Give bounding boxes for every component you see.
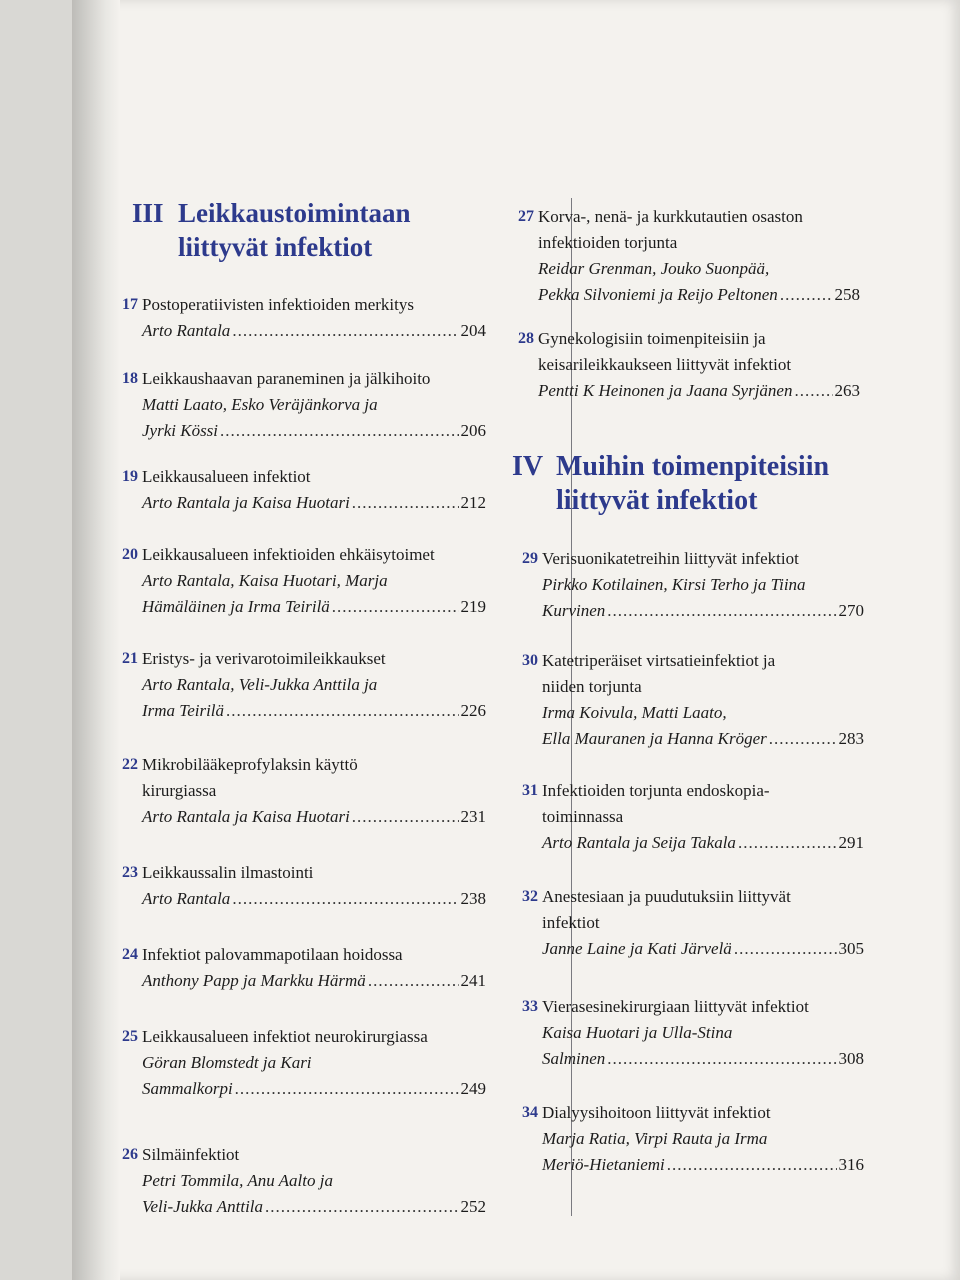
chapter-authors: Veli-Jukka Anttila <box>142 1197 264 1216</box>
chapter-authors: Ella Mauranen ja Hanna Kröger <box>542 729 767 748</box>
chapter-number: 18 <box>122 370 138 387</box>
chapter-title: Infektiot palovammapotilaan hoidossa <box>142 945 403 964</box>
chapter-title: Verisuonikatetreihin liittyvät infektiot <box>542 549 799 568</box>
chapter-title: Silmäinfektiot <box>142 1145 240 1164</box>
part-numeral: IV <box>512 451 544 482</box>
chapter-authors: Kaisa Huotari ja Ulla-Stina <box>542 1023 733 1042</box>
page-number: 308 <box>838 1049 864 1068</box>
chapter-number: 30 <box>522 652 538 669</box>
dot-leader <box>352 804 459 830</box>
page-gutter <box>72 0 120 1280</box>
chapter-number: 32 <box>522 888 538 905</box>
chapter-title: Vierasesinekirurgiaan liittyvät infektiot <box>542 997 809 1016</box>
page-number: 291 <box>838 833 864 852</box>
dot-leader <box>332 594 459 620</box>
chapter-authors: Arto Rantala, Kaisa Huotari, Marja <box>142 571 388 590</box>
chapter-authors: Salminen <box>542 1049 606 1068</box>
chapter-title: Eristys- ja verivarotoimileikkaukset <box>142 649 386 668</box>
page-number: 212 <box>460 493 486 512</box>
page-number: 249 <box>460 1079 486 1098</box>
page-number: 206 <box>460 421 486 440</box>
chapter-authors: Pirkko Kotilainen, Kirsi Terho ja Tiina <box>542 575 806 594</box>
page-number: 258 <box>834 285 860 304</box>
chapter-number: 28 <box>518 330 534 347</box>
chapter-title: niiden torjunta <box>542 677 642 696</box>
chapter-title: kirurgiassa <box>142 781 217 800</box>
page-number: 252 <box>460 1197 486 1216</box>
chapter-number: 34 <box>522 1104 538 1121</box>
dot-leader <box>232 318 458 344</box>
chapter-authors: Irma Teirilä <box>142 701 225 720</box>
dot-leader <box>607 598 836 624</box>
chapter-title: keisarileikkaukseen liittyvät infektiot <box>538 355 792 374</box>
chapter-authors: Janne Laine ja Kati Järvelä <box>542 939 732 958</box>
dot-leader <box>220 418 458 444</box>
chapter-authors: Arto Rantala ja Kaisa Huotari <box>142 493 350 512</box>
page-number: 263 <box>834 381 860 400</box>
page-number: 241 <box>460 971 486 990</box>
dot-leader <box>667 1152 837 1178</box>
book-page <box>72 0 960 1280</box>
chapter-title: infektiot <box>542 913 600 932</box>
dot-leader <box>235 1076 459 1102</box>
chapter-title: Leikkausalueen infektiot neurokirurgiassa <box>142 1027 428 1046</box>
chapter-authors: Meriö-Hietaniemi <box>542 1155 665 1174</box>
dot-leader <box>607 1046 836 1072</box>
chapter-number: 20 <box>122 546 138 563</box>
dot-leader <box>780 282 833 308</box>
dot-leader <box>734 936 837 962</box>
dot-leader <box>232 886 458 912</box>
chapter-title: Leikkaushaavan paraneminen ja jälkihoito <box>142 369 431 388</box>
chapter-title: Katetriperäiset virtsatieinfektiot ja <box>542 651 776 670</box>
chapter-number: 33 <box>522 998 538 1015</box>
part-heading-iv <box>512 450 829 518</box>
dot-leader <box>794 378 832 404</box>
part-title-line: liittyvät infektiot <box>556 485 758 516</box>
chapter-title: Dialyysihoitoon liittyvät infektiot <box>542 1103 771 1122</box>
chapter-title: Infektioiden torjunta endoskopia- <box>542 781 770 800</box>
chapter-number: 26 <box>122 1146 138 1163</box>
chapter-authors: Kurvinen <box>542 601 606 620</box>
page-number: 316 <box>838 1155 864 1174</box>
chapter-authors: Arto Rantala ja Kaisa Huotari <box>142 807 350 826</box>
page-number: 305 <box>838 939 864 958</box>
page-number: 204 <box>460 321 486 340</box>
page-number: 226 <box>460 701 486 720</box>
chapter-title: Leikkausalueen infektioiden ehkäisytoimet <box>142 545 435 564</box>
chapter-number: 29 <box>522 550 538 567</box>
part-title-line: Leikkaustoimintaan <box>178 198 411 228</box>
chapter-title: toiminnassa <box>542 807 624 826</box>
chapter-title: Anestesiaan ja puudutuksiin liittyvät <box>542 887 791 906</box>
chapter-authors: Hämäläinen ja Irma Teirilä <box>142 597 330 616</box>
dot-leader <box>226 698 458 724</box>
chapter-number: 22 <box>122 756 138 773</box>
part-numeral: III <box>132 198 164 228</box>
chapter-authors: Arto Rantala ja Seija Takala <box>542 833 736 852</box>
dot-leader <box>368 968 459 994</box>
chapter-number: 19 <box>122 468 138 485</box>
chapter-authors: Jyrki Kössi <box>142 421 219 440</box>
chapter-title: Leikkausalueen infektiot <box>142 467 311 486</box>
chapter-title: Korva-, nenä- ja kurkkutautien osaston <box>538 207 803 226</box>
chapter-authors: Göran Blomstedt ja Kari <box>142 1053 312 1072</box>
chapter-authors: Arto Rantala <box>142 889 231 908</box>
chapter-authors: Sammalkorpi <box>142 1079 233 1098</box>
chapter-number: 25 <box>122 1028 138 1045</box>
chapter-title: Leikkaussalin ilmastointi <box>142 863 314 882</box>
chapter-authors: Arto Rantala <box>142 321 231 340</box>
page-number: 231 <box>460 807 486 826</box>
page-number: 238 <box>460 889 486 908</box>
chapter-authors: Pentti K Heinonen ja Jaana Syrjänen <box>538 381 793 400</box>
dot-leader <box>738 830 837 856</box>
chapter-authors: Pekka Silvoniemi ja Reijo Peltonen <box>538 285 778 304</box>
chapter-title: Mikrobilääkeprofylaksin käyttö <box>142 755 358 774</box>
page-number: 219 <box>460 597 486 616</box>
chapter-authors: Anthony Papp ja Markku Härmä <box>142 971 366 990</box>
chapter-title: Gynekologisiin toimenpiteisiin ja <box>538 329 766 348</box>
part-heading-iii <box>132 196 411 264</box>
chapter-title: Postoperatiivisten infektioiden merkitys <box>142 295 414 314</box>
dot-leader <box>769 726 837 752</box>
part-title-line: liittyvät infektiot <box>178 232 373 262</box>
chapter-title: infektioiden torjunta <box>538 233 678 252</box>
dot-leader <box>265 1194 458 1220</box>
chapter-number: 24 <box>122 946 138 963</box>
chapter-authors: Marja Ratia, Virpi Rauta ja Irma <box>542 1129 768 1148</box>
dot-leader <box>352 490 459 516</box>
chapter-number: 27 <box>518 208 534 225</box>
chapter-number: 23 <box>122 864 138 881</box>
chapter-number: 31 <box>522 782 538 799</box>
chapter-authors: Reidar Grenman, Jouko Suonpää, <box>538 259 770 278</box>
page-number: 270 <box>838 601 864 620</box>
chapter-authors: Irma Koivula, Matti Laato, <box>542 703 727 722</box>
chapter-number: 17 <box>122 296 138 313</box>
part-title-line: Muihin toimenpiteisiin <box>556 451 830 482</box>
chapter-number: 21 <box>122 650 138 667</box>
chapter-authors: Matti Laato, Esko Veräjänkorva ja <box>142 395 378 414</box>
chapter-authors: Petri Tommila, Anu Aalto ja <box>142 1171 333 1190</box>
chapter-authors: Arto Rantala, Veli-Jukka Anttila ja <box>142 675 378 694</box>
page-number: 283 <box>838 729 864 748</box>
